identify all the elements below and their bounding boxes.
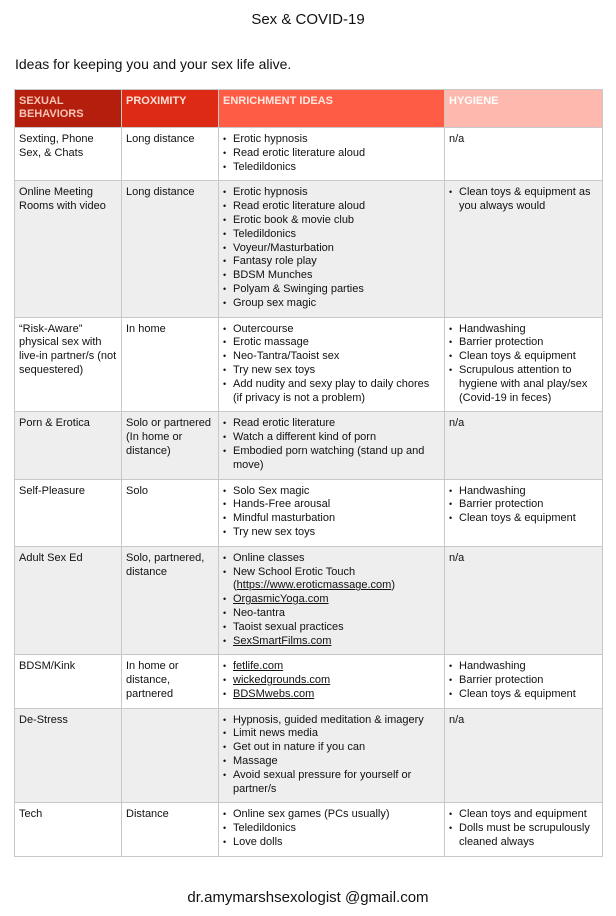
table-row <box>15 708 603 803</box>
list-item <box>223 688 440 702</box>
list-item: • Teledildonics <box>223 228 440 242</box>
hygiene-cell <box>445 479 603 546</box>
proximity-cell: Solo or partnered (In home or distance) <box>122 412 219 479</box>
list-item: • Handwashing <box>449 485 598 499</box>
list-item <box>223 660 440 674</box>
header-hygiene: HYGIENE <box>445 90 603 128</box>
ideas-cell <box>219 655 445 708</box>
list-item: • Try new sex toys <box>223 526 440 540</box>
orgasmicyoga-link[interactable]: OrgasmicYoga.com <box>233 593 329 606</box>
list-item: • Clean toys & equipment as you always would <box>449 186 598 214</box>
list-item: • Barrier protection <box>449 336 598 350</box>
ideas-table <box>14 89 603 857</box>
proximity-cell: Solo, partnered, distance <box>122 546 219 655</box>
table-row <box>15 412 603 479</box>
list-item: • Teledildonics <box>223 822 440 836</box>
list-item: • Try new sex toys <box>223 364 440 378</box>
list-item: • Scrupulous attention to hygiene with anal play/sex (Covid-19 in feces) <box>449 364 598 405</box>
list-item: • Limit news media <box>223 727 440 741</box>
list-item <box>223 593 440 607</box>
hygiene-cell <box>445 803 603 856</box>
list-item: • Polyam & Swinging parties <box>223 283 440 297</box>
eroticmassage-link[interactable]: https://www.eroticmassage.com <box>236 579 392 592</box>
header-enrichment-ideas: ENRICHMENT IDEAS <box>219 90 445 128</box>
table-row <box>15 803 603 856</box>
behavior-cell: Porn & Erotica <box>15 412 122 479</box>
list-item: • Love dolls <box>223 836 440 850</box>
ideas-cell <box>219 128 445 181</box>
behavior-cell: Adult Sex Ed <box>15 546 122 655</box>
ideas-cell <box>219 412 445 479</box>
wickedgrounds-link[interactable]: wickedgrounds.com <box>233 674 331 687</box>
list-item: • Erotic hypnosis <box>223 186 440 200</box>
sexsmartfilms-link[interactable]: SexSmartFilms.com <box>233 634 332 647</box>
ideas-cell <box>219 181 445 317</box>
contact-email: dr.amymarshsexologist @gmail.com <box>187 889 429 906</box>
ideas-cell <box>219 479 445 546</box>
list-item: • Group sex magic <box>223 297 440 311</box>
list-item: • Clean toys and equipment <box>449 808 598 822</box>
item-text: New School Erotic Touch ( <box>233 565 356 592</box>
table-row <box>15 546 603 655</box>
hygiene-cell: n/a <box>445 412 603 479</box>
list-item <box>223 566 440 594</box>
table-row <box>15 181 603 317</box>
list-item: • Add nudity and sexy play to daily chores (if privacy is not a problem) <box>223 378 440 406</box>
list-item: • Barrier protection <box>449 674 598 688</box>
table-row <box>15 655 603 708</box>
ideas-cell <box>219 317 445 412</box>
behavior-cell: BDSM/Kink <box>15 655 122 708</box>
behavior-cell: De-Stress <box>15 708 122 803</box>
list-item: • Hands-Free arousal <box>223 498 440 512</box>
ideas-cell <box>219 803 445 856</box>
proximity-cell: In home or distance, partnered <box>122 655 219 708</box>
ideas-cell <box>219 708 445 803</box>
page-title: Sex & COVID-19 <box>251 11 365 28</box>
list-item: • Clean toys & equipment <box>449 350 598 364</box>
fetlife-link[interactable]: fetlife.com <box>233 660 284 673</box>
ideas-cell <box>219 546 445 655</box>
list-item: • Erotic book & movie club <box>223 214 440 228</box>
list-item: • Read erotic literature aloud <box>223 200 440 214</box>
hygiene-cell: n/a <box>445 708 603 803</box>
behavior-cell: Tech <box>15 803 122 856</box>
list-item: • Taoist sexual practices <box>223 621 440 635</box>
list-item: • Clean toys & equipment <box>449 512 598 526</box>
list-item: • Voyeur/Masturbation <box>223 242 440 256</box>
list-item: • Hypnosis, guided meditation & imagery <box>223 714 440 728</box>
hygiene-cell <box>445 317 603 412</box>
behavior-cell: Self-Pleasure <box>15 479 122 546</box>
list-item: • Read erotic literature aloud <box>223 147 440 161</box>
list-item: • Get out in nature if you can <box>223 741 440 755</box>
behavior-cell: Sexting, Phone Sex, & Chats <box>15 128 122 181</box>
list-item: • Outercourse <box>223 323 440 337</box>
hygiene-cell: n/a <box>445 546 603 655</box>
list-item <box>223 635 440 649</box>
proximity-cell: Distance <box>122 803 219 856</box>
list-item: • Erotic massage <box>223 336 440 350</box>
list-item: • Embodied porn watching (stand up and move) <box>223 445 440 473</box>
list-item: • Neo-tantra <box>223 607 440 621</box>
list-item: • Barrier protection <box>449 498 598 512</box>
list-item: • Neo-Tantra/Taoist sex <box>223 350 440 364</box>
list-item: • Clean toys & equipment <box>449 688 598 702</box>
proximity-cell <box>122 708 219 803</box>
list-item: • Read erotic literature <box>223 417 440 431</box>
behavior-cell: Online Meeting Rooms with video <box>15 181 122 317</box>
list-item: • Handwashing <box>449 323 598 337</box>
hygiene-cell <box>445 181 603 317</box>
list-item: • Online classes <box>223 552 440 566</box>
list-item: • Dolls must be scrupulously cleaned always <box>449 822 598 850</box>
header-sexual-behaviors: SEXUAL BEHAVIORS <box>15 90 122 128</box>
proximity-cell: Long distance <box>122 181 219 317</box>
list-item: • Mindful masturbation <box>223 512 440 526</box>
list-item: • Watch a different kind of porn <box>223 431 440 445</box>
hygiene-cell <box>445 655 603 708</box>
bdsmwebs-link[interactable]: BDSMwebs.com <box>233 687 315 700</box>
proximity-cell: Long distance <box>122 128 219 181</box>
table-row <box>15 317 603 412</box>
table-row <box>15 479 603 546</box>
list-item: • Erotic hypnosis <box>223 133 440 147</box>
list-item: • Online sex games (PCs usually) <box>223 808 440 822</box>
list-item: • BDSM Munches <box>223 269 440 283</box>
table-row <box>15 128 603 181</box>
list-item <box>223 674 440 688</box>
item-text-end: ) <box>391 579 396 592</box>
behavior-cell: “Risk-Aware” physical sex with live-in partner/s (not sequestered) <box>15 317 122 412</box>
list-item: • Solo Sex magic <box>223 485 440 499</box>
proximity-cell: Solo <box>122 479 219 546</box>
list-item: • Avoid sexual pressure for yourself or partner/s <box>223 769 440 797</box>
list-item: • Handwashing <box>449 660 598 674</box>
list-item: • Teledildonics <box>223 161 440 175</box>
proximity-cell: In home <box>122 317 219 412</box>
page-subtitle: Ideas for keeping you and your sex life alive. <box>15 56 292 72</box>
list-item: • Massage <box>223 755 440 769</box>
header-row <box>15 90 603 128</box>
header-proximity: PROXIMITY <box>122 90 219 128</box>
hygiene-cell: n/a <box>445 128 603 181</box>
list-item: • Fantasy role play <box>223 255 440 269</box>
